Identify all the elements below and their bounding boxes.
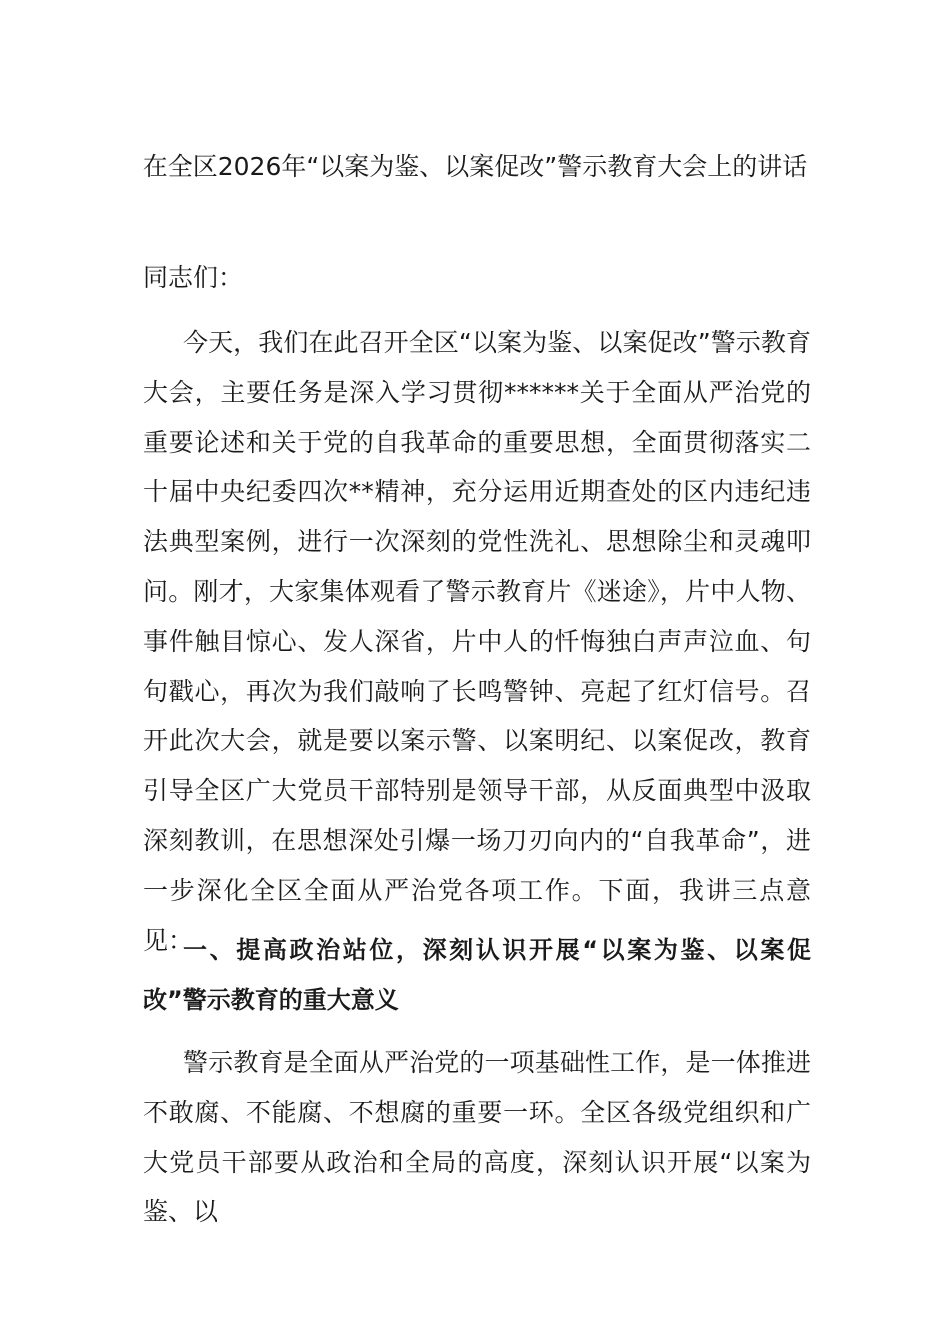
paragraph-section-1: 警示教育是全面从严治党的一项基础性工作，是一体推进不敢腐、不能腐、不想腐的重要一环。全区各级党组织和广大党员干部要从政治和全局的高度，深刻认识开展“以案为鉴、以 xyxy=(143,1048,811,1227)
salutation: 同志们： xyxy=(143,263,244,292)
section-heading-1: 一、提高政治站位，深刻认识开展“以案为鉴、以案促改”警示教育的重大意义 xyxy=(143,936,811,1014)
document-title: 在全区2026年“以案为鉴、以案促改”警示教育大会上的讲话 xyxy=(142,152,808,181)
paragraph-intro: 今天，我们在此召开全区“以案为鉴、以案促改”警示教育大会，主要任务是深入学习贯彻******关于全面从严治党的重要论述和关于党的自我革命的重要思想，全面贯彻落实二十届中央纪委四次**精神，充分运用近期查处的区内违纪违法典型案例，进行一次深刻的党性洗礼、思想除尘和灵魂叩问。刚才，大家集体观看了警示教育片《迷途》，片中人物、事件触目惊心、发人深省，片中人的忏悔独白声声泣血、句句戳心，再次为我们敲响了长鸣警钟、亮起了红灯信号。召开此次大会，就是要以案示警、以案明纪、以案促改，教育引导全区广大党员干部特别是领导干部，从反面典型中汲取深刻教训，在思想深处引爆一场刀刃向内的“自我革命”，进一步深化全区全面从严治党各项工作。下面，我讲三点意见： xyxy=(143,328,811,955)
